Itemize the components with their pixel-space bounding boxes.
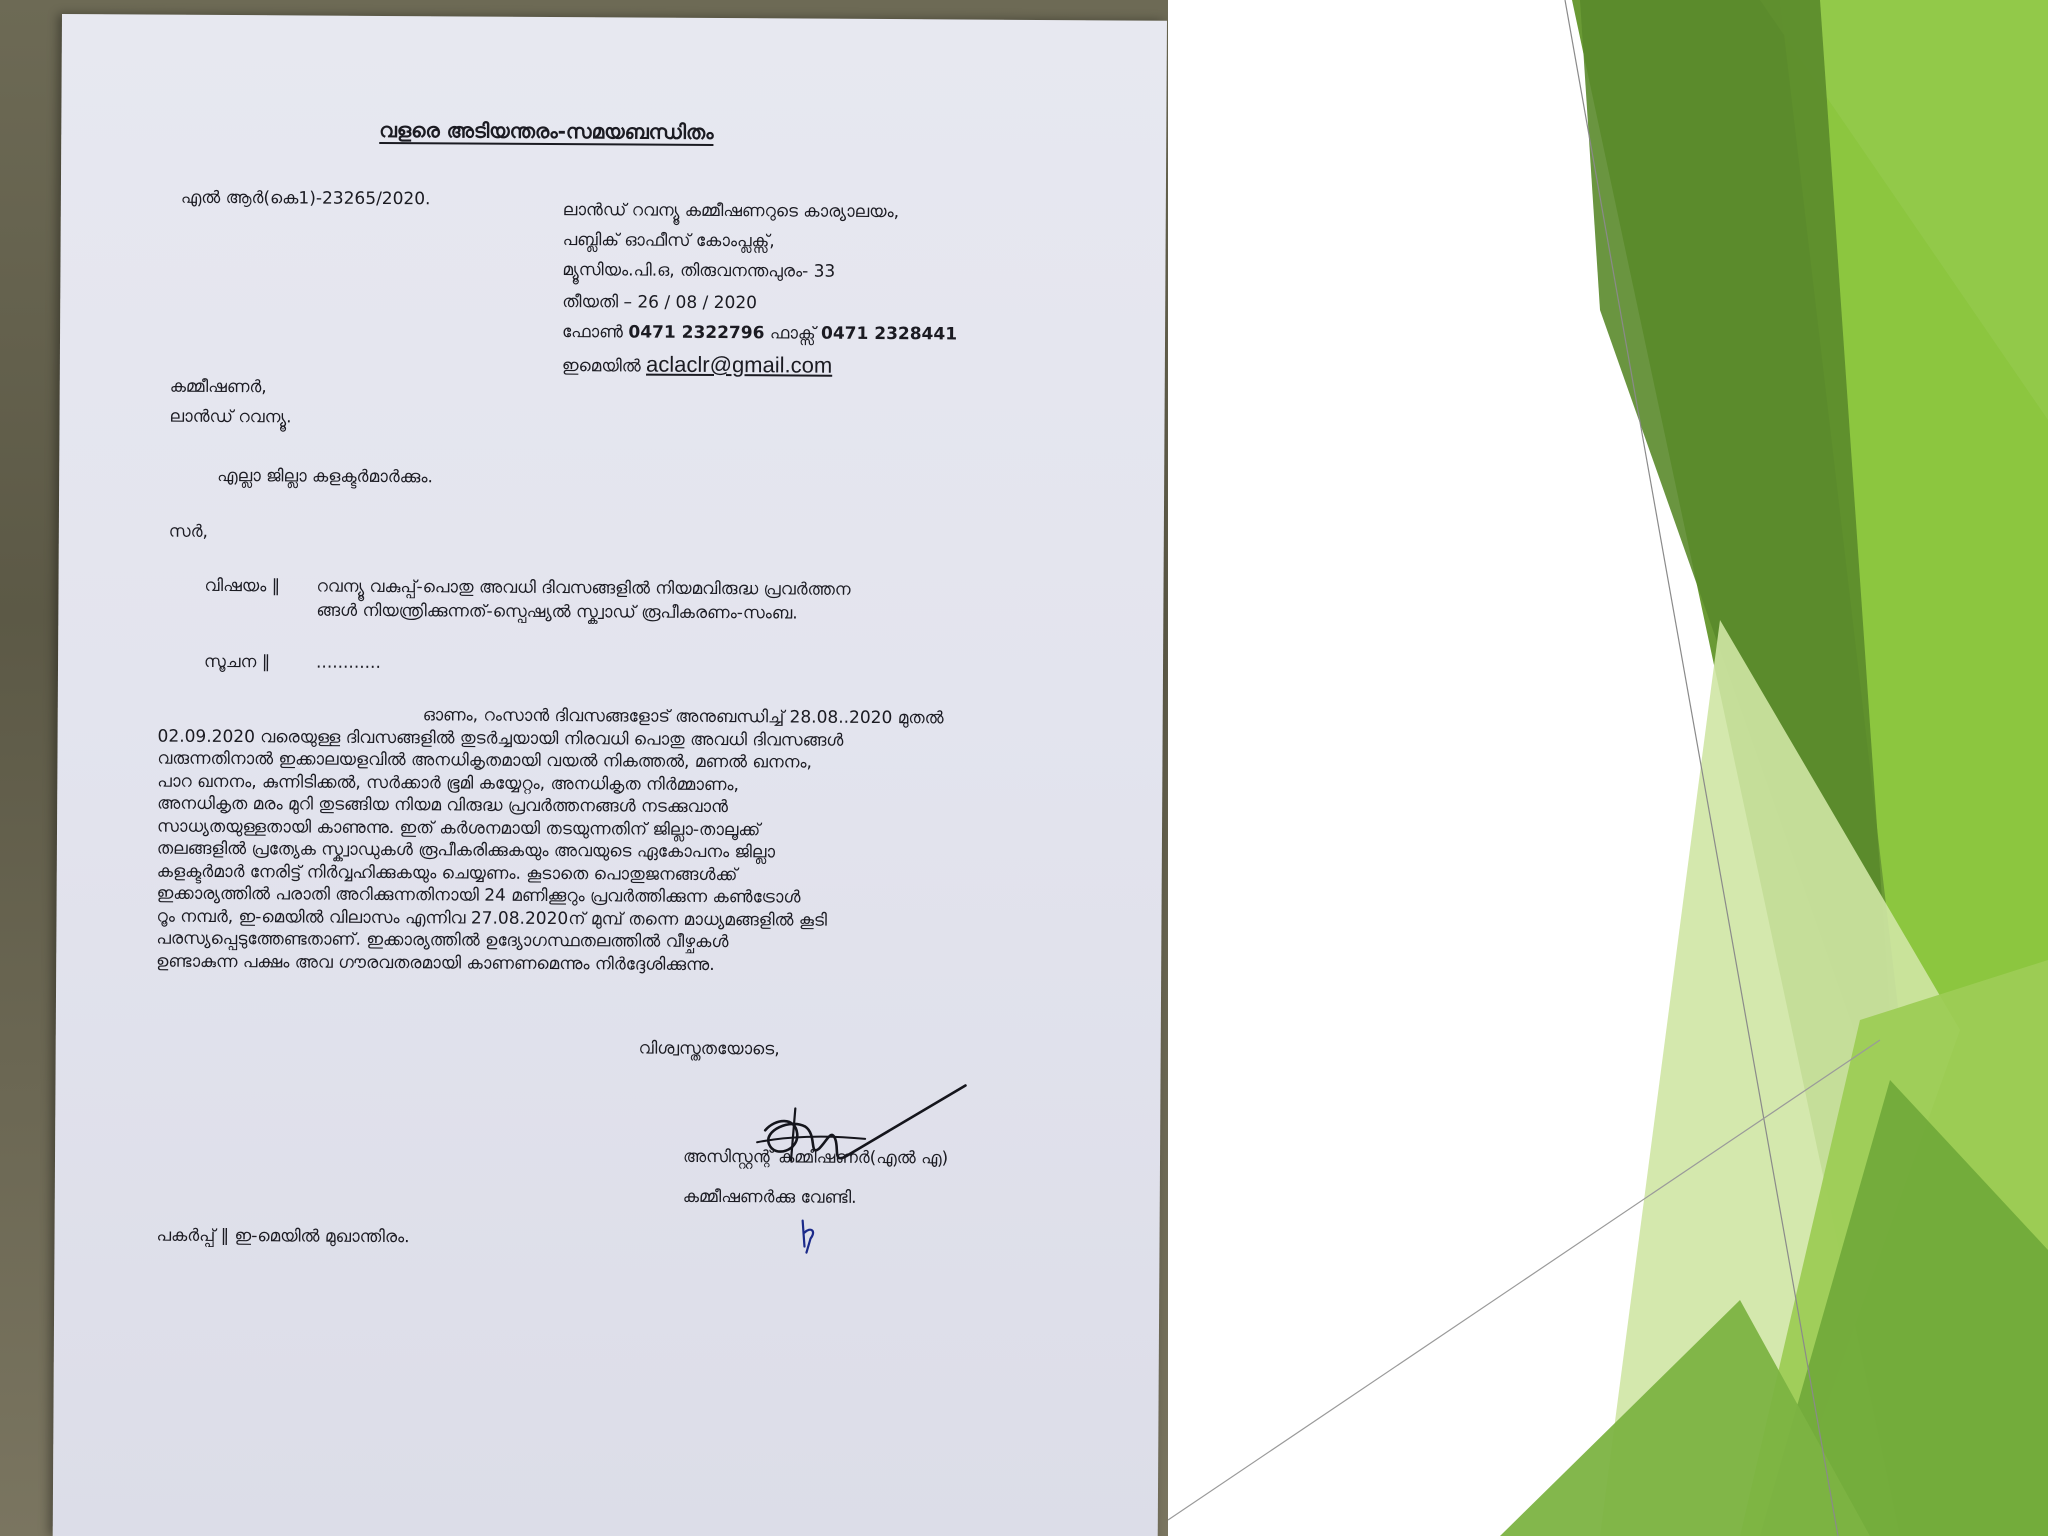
copy-to: പകർപ്പ് ‖ ഇ-മെയിൽ മുഖാന്തിരം. xyxy=(156,1225,410,1248)
body-line: ഓണം, റംസാൻ ദിവസങ്ങളോട് അനുബന്ധിച്ച് 28.08..2020 മുതൽ xyxy=(422,705,944,729)
initial-mark xyxy=(794,1216,824,1256)
signatory-title: അസിസ്റ്റന്റ് കമ്മീഷണർ(എൽ എ) xyxy=(682,1146,949,1169)
body-line: ഉണ്ടാകുന്ന പക്ഷം അവ ഗൗരവതരമായി കാണണമെന്നും നിർദ്ദേശിക്കുന്നു. xyxy=(156,951,715,975)
body-line: റൂം നമ്പർ, ഇ-മെയിൽ വിലാസം എന്നിവ 27.08.2020ന് മുമ്പ് തന്നെ മാധ്യമങ്ങളിൽ കൂടി xyxy=(156,906,828,931)
body-line: പരസ്യപ്പെടുത്തേണ്ടതാണ്. ഇക്കാര്യത്തിൽ ഉദ്യോഗസ്ഥതലത്തിൽ വീഴ്ചകൾ xyxy=(156,928,729,953)
sender-line-2: ലാൻഡ് റവന്യൂ. xyxy=(169,406,292,428)
phone-label: ഫോൺ xyxy=(562,322,624,343)
subject-line-1: റവന്യൂ വകുപ്പ്-പൊതു അവധി ദിവസങ്ങളിൽ നിയമവിരുദ്ധ പ്രവർത്തന xyxy=(316,576,851,600)
closing: വിശ്വസ്തതയോടെ, xyxy=(638,1038,780,1060)
body-line: തലങ്ങളിൽ പ്രത്യേക സ്ക്വാഡുകൾ രൂപീകരിക്കുകയും അവയുടെ ഏകോപനം ജില്ലാ xyxy=(156,838,776,863)
phone-number: 0471 2322796 xyxy=(628,322,765,344)
subject-label: വിഷയം ‖ xyxy=(204,575,281,597)
reference-label: സൂചന ‖ xyxy=(203,651,271,673)
salutation: സർ, xyxy=(168,521,209,542)
fax-label: ഫാക്സ് xyxy=(769,323,816,344)
body-line: ഇക്കാര്യത്തിൽ പരാതി അറിക്കുന്നതിനായി 24 മണിക്കൂറും പ്രവർത്തിക്കുന്ന കൺട്രോൾ xyxy=(156,883,801,908)
office-line-3: മ്യൂസിയം.പി.ഒ, തിരുവനന്തപുരം- 33 xyxy=(562,260,836,282)
on-behalf-line: കമ്മീഷണർക്കു വേണ്ടി. xyxy=(682,1186,857,1208)
email-line xyxy=(562,353,833,379)
email-address: aclaclr@gmail.com xyxy=(646,351,833,378)
body-line: അനധികൃത മരം മുറി തുടങ്ങിയ നിയമ വിരുദ്ധ പ്രവർത്തനങ്ങൾ നടക്കുവാൻ xyxy=(157,793,729,818)
body-line: കളക്ടർമാർ നേരിട്ട് നിർവ്വഹിക്കുകയും ചെയ്യണം. കൂടാതെ പൊതുജനങ്ങൾക്ക് xyxy=(156,861,738,885)
office-line-2: പബ്ലിക് ഓഫീസ് കോംപ്ലക്സ്, xyxy=(562,230,775,252)
email-label: ഇമെയിൽ xyxy=(561,356,641,377)
reference-number: എൽ ആർ(കെ1)-23265/2020. xyxy=(180,187,431,210)
phone-fax-line xyxy=(562,321,957,345)
letter-body xyxy=(156,703,1078,979)
subject-line-2: ങ്ങൾ നിയന്ത്രിക്കുന്നത്-സ്പെഷ്യൽ സ്ക്വാഡ് രൂപീകരണം-സംബ. xyxy=(316,600,798,624)
body-line: പാറ ഖനനം, കുന്നിടിക്കൽ, സർക്കാർ ഭൂമി കയ്യേറ്റം, അനധികൃത നിർമ്മാണം, xyxy=(157,771,739,795)
letter-heading: വളരെ അടിയന്തരം-സമയബന്ധിതം xyxy=(379,117,714,144)
recipient: എല്ലാ ജില്ലാ കളക്ടർമാർക്കും. xyxy=(217,465,433,488)
body-line: വരുന്നതിനാൽ ഇക്കാലയളവിൽ അനധികൃതമായി വയൽ നികത്തൽ, മണൽ ഖനനം, xyxy=(157,748,813,773)
date-line: തീയതി – 26 / 08 / 2020 xyxy=(562,292,758,314)
fax-number: 0471 2328441 xyxy=(820,323,958,345)
sender-line-1: കമ്മീഷണർ, xyxy=(169,376,267,398)
body-line: 02.09.2020 വരെയുള്ള ദിവസങ്ങളിൽ തുടർച്ചയായി നിരവധി പൊതു അവധി ദിവസങ്ങൾ xyxy=(157,726,844,751)
reference-value: ............ xyxy=(315,652,381,673)
office-line-1: ലാൻഡ് റവന്യൂ കമ്മീഷണറുടെ കാര്യാലയം, xyxy=(562,200,900,223)
letter-page xyxy=(53,14,1167,1536)
body-line: സാധ്യതയുള്ളതായി കാണുന്നു. ഇത് കർശനമായി തടയുന്നതിന് ജില്ലാ-താലൂക്ക് xyxy=(156,816,761,840)
signature xyxy=(735,1078,976,1189)
